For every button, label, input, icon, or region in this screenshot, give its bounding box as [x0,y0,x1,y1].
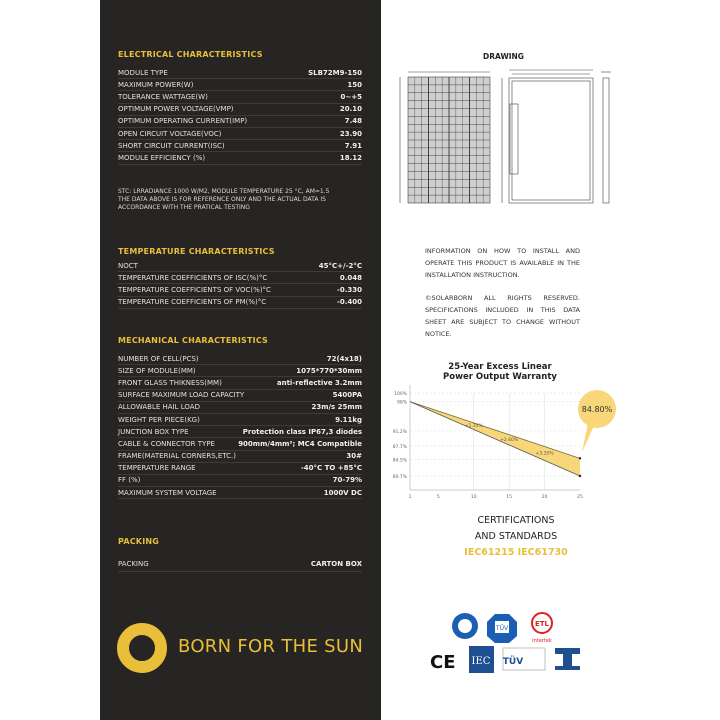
callout-value: 84.80% [581,405,613,414]
temperature-title: TEMPERATURE CHARACTERISTICS [118,247,275,256]
spec-row [118,451,362,463]
note-line: STC: LRRADIANCE 1000 W/M2, MODULE TEMPERATURE 25 °C, AM=1.5 [118,188,330,195]
spec-row [118,402,362,414]
spec-value: 23m/s 25mm [311,403,362,412]
spec-value: 0.048 [339,273,362,282]
chart-title: 25-Year Excess Linear Power Output Warranty [443,362,557,382]
end-point [579,475,581,477]
y-tick-label: 100% [394,392,407,397]
spec-value: 7.48 [344,117,362,126]
svg-text:ETL: ETL [534,620,550,628]
spec-label: ALLOWABLE HAIL LOAD [118,403,200,412]
spec-label: JUNCTION BOX TYPE [118,427,189,436]
spec-row [118,463,362,475]
spec-row [118,272,362,284]
spec-value: anti-reflective 3.2mm [276,378,362,387]
note-line: THE DATA ABOVE IS FOR REFERENCE ONLY AND THE ACTUAL DATA IS [118,196,326,203]
spec-row [118,438,362,450]
rights-info: ©SOLARBORN ALL RIGHTS RESERVED. SPECIFICATIONS INCLUDED IN THIS DATA SHEET ARE SUBJECT TO CHANGE WITHOUT NOTICE. [425,294,580,338]
spec-label: WEIGHT PER PIECE(KG) [118,415,200,424]
spec-row [118,79,362,91]
spec-value: 0~+5 [340,92,362,101]
spec-label: SHORT CIRCUIT CURRENT(ISC) [118,141,225,150]
spec-label: MAXIMUM SYSTEM VOLTAGE [118,488,217,497]
svg-text:TÜV: TÜV [495,625,509,632]
spec-value: 23.90 [339,129,362,138]
spec-label: OPEN CIRCUIT VOLTAGE(VOC) [118,129,222,138]
spec-value: 150 [347,80,362,89]
inmetro-logo [555,648,580,670]
spec-row [118,487,362,499]
spec-value: 7.91 [344,141,362,150]
spec-value: 1075*770*30mm [296,366,362,375]
spec-label: NUMBER OF CELL(PCS) [118,354,199,363]
drawing-title: DRAWING [483,52,524,61]
warranty-chart [385,375,620,500]
spec-label: TOLERANCE WATTAGE(W) [118,92,208,101]
excess-label: +3.35% [535,451,554,457]
spec-label: FRAME(MATERIAL CORNERS,ETC.) [118,452,236,461]
spec-value: -0.330 [336,285,362,294]
spec-value: CARTON BOX [310,559,362,568]
brand-slogan: BORN FOR THE SUN [178,636,364,657]
spec-row [118,91,362,103]
spec-row [118,284,362,296]
spec-value: 72(4x18) [326,354,362,363]
x-tick-label: 5 [436,495,440,500]
x-tick-label: 20 [541,495,548,500]
temperature-table [118,260,362,309]
spec-label: TEMPERATURE COEFFICIENTS OF ISC(%)°C [118,273,268,282]
spec-row [118,260,362,272]
spec-value: 900mm/4mm²; MC4 Compatible [238,439,362,448]
x-tick-label: 15 [506,495,513,500]
excess-label: +2.60% [500,437,519,443]
spec-row [118,297,362,309]
x-tick-label: 25 [577,495,583,500]
spec-row [118,377,362,389]
cert-heading [430,513,602,561]
y-tick-label: 98% [396,400,407,406]
spec-row [118,475,362,487]
spec-row [118,128,362,140]
spec-value: 5400PA [332,391,362,400]
side-view [601,72,611,203]
spec-row [118,556,362,572]
spec-value: 70-79% [332,476,362,485]
spec-label: TEMPERATURE COEFFICIENTS OF VOC(%)°C [118,285,271,294]
spec-row [118,116,362,128]
spec-label: CABLE & CONNECTOR TYPE [118,439,215,448]
spec-value: SLB72M9-150 [308,68,362,77]
note-line: ACCORDANCE WITH THE PRATICAL TESTING [118,204,250,211]
spec-label: TEMPERATURE COEFFICIENTS OF PM(%)°C [118,298,267,307]
tuv-sud-logo [503,648,545,670]
y-tick-label: 80.7% [392,474,407,480]
spec-label: SIZE OF MODULE(MM) [118,366,196,375]
y-tick-label: 87.7% [392,444,407,450]
x-tick-label: 1 [408,495,412,500]
spec-value: 45°C+/-2°C [318,261,362,270]
spec-value: 9.11kg [335,415,362,424]
spec-label: NOCT [118,261,138,270]
mechanical-table [118,353,362,499]
sun-ring-logo [117,623,167,673]
packing-title: PACKING [118,537,160,546]
spec-label: FF (%) [118,476,141,485]
y-tick-label: 91.2% [392,429,407,435]
spec-label: MODULE TYPE [118,68,168,77]
module-drawing [395,68,620,213]
electrical-title: ELECTRICAL CHARACTERISTICS [118,50,263,59]
x-tick-label: 10 [470,495,477,500]
iec-logo [469,646,494,673]
spec-row [118,353,362,365]
packing-table [118,556,362,572]
cert-logos [425,608,595,678]
spec-row [118,67,362,79]
spec-row [118,104,362,116]
spec-label: OPTIMUM POWER VOLTAGE(VMP) [118,105,234,114]
intertek-text: Intertek [532,638,552,644]
spec-row [118,365,362,377]
ce-mark: CE [430,652,456,673]
spec-label: OPTIMUM OPERATING CURRENT(IMP) [118,117,248,126]
end-point [579,457,581,459]
spec-label: MODULE EFFICIENCY (%) [118,153,206,162]
cert-line1: CERTIFICATIONS [477,515,555,526]
back-view [502,70,593,203]
install-info: INFORMATION ON HOW TO INSTALL AND OPERATE THIS PRODUCT IS AVAILABLE IN THE INSTALLATION INSTRUCTION. [425,247,580,279]
spec-panel [100,0,381,720]
tuv-logo [487,614,517,643]
spec-row [118,414,362,426]
spec-row [118,140,362,152]
cert-line2: AND STANDARDS [474,531,558,542]
spec-label: MAXIMUM POWER(W) [118,80,194,89]
etl-logo [532,613,552,644]
spec-label: FRONT GLASS THIKNESS(MM) [118,378,222,387]
spec-value: -40°C TO +85°C [300,464,362,473]
cert-standards: IEC61215 IEC61730 [464,547,568,558]
spec-row [118,152,362,164]
y-tick-label: 84.5% [392,458,407,464]
spec-value: 20.10 [339,105,362,114]
mechanical-title: MECHANICAL CHARACTERISTICS [118,336,269,345]
stc-note [118,188,368,212]
spec-value: 30# [346,452,362,461]
excess-label: +1.35% [464,424,483,430]
warranty-line [410,402,580,459]
electrical-table [118,67,362,165]
spec-label: SURFACE MAXIMUM LOAD CAPACITY [118,391,245,400]
spec-value: -0.400 [336,298,362,307]
svg-text:IEC: IEC [471,656,491,667]
svg-text:TÜV: TÜV [502,657,524,667]
spec-value: 18.12 [339,153,362,162]
dekra-logo [452,613,478,639]
spec-value: 1000V DC [323,488,362,497]
spec-label: PACKING [118,559,149,568]
standard-line [410,402,580,476]
front-view [400,72,490,203]
spec-row [118,390,362,402]
spec-value: Protection class IP67,3 diodes [242,427,362,436]
spec-row [118,426,362,438]
spec-label: TEMPERATURE RANGE [118,464,196,473]
